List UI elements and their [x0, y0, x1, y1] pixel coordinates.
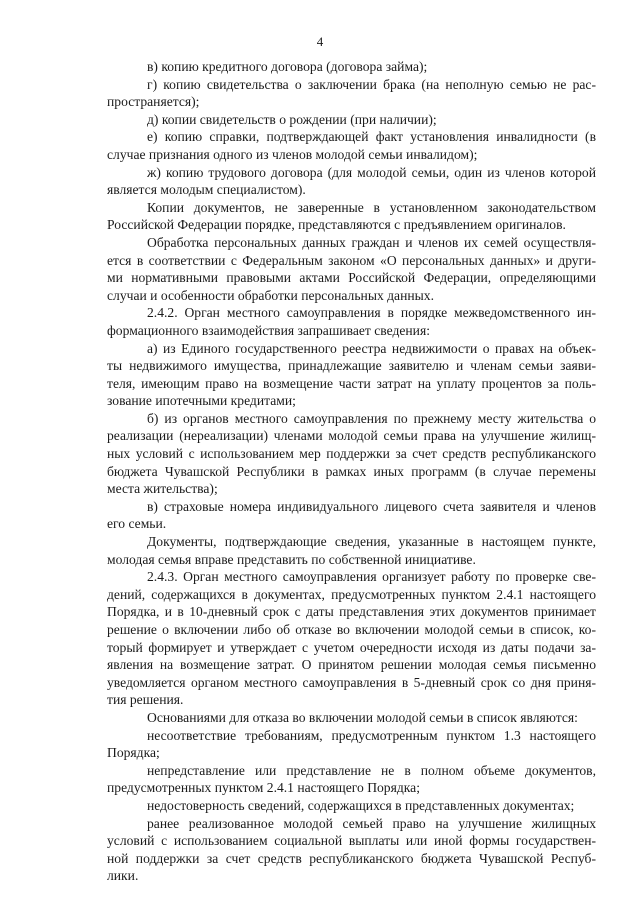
text-line: в) страховые номера индивидуального лицевого счета заявителя и членов — [147, 498, 596, 514]
text-line: случае признания одного из членов молодой семьи инвалидом); — [107, 146, 478, 162]
text-line: Обработка персональных данных граждан и членов их семей осуществля- — [147, 234, 596, 250]
text-line: реализации (нереализации) членами молодой семьи права на улучшение жилищ- — [107, 428, 596, 444]
text-line: случаи и особенности обработки персональных данных. — [107, 287, 434, 303]
text-line: ми нормативными правовыми актами Российской Федерации, определяющими — [107, 270, 596, 286]
text-line: тия решения. — [107, 692, 184, 708]
document-body — [107, 58, 596, 885]
text-line: д) копии свидетельств о рождении (при наличии); — [147, 111, 437, 127]
text-line: его семьи. — [107, 516, 167, 532]
text-line: бюджета Чувашской Республики в рамках иных программ (в случае перемены — [107, 463, 596, 479]
text-line: г) копию свидетельства о заключении брака (на неполную семью не рас- — [147, 76, 596, 92]
text-line: торый формирует и утверждает с учетом очередности исходя из даты подачи за- — [107, 639, 596, 655]
text-line: условий с использованием социальной выплаты или иной формы государствен- — [107, 833, 596, 849]
text-line: дений, содержащихся в документах, предусмотренных пунктом 2.4.1 настоящего — [107, 586, 596, 602]
text-line: уведомляется органом местного самоуправления в 5-дневный срок со дня приня- — [107, 674, 596, 690]
text-line: Основаниями для отказа во включении молодой семьи в список являются: — [147, 709, 578, 725]
text-line: ных условий с использованием мер поддержки за счет средств республиканского — [107, 446, 596, 462]
text-line: Российской Федерации порядке, представляются с предъявлением оригиналов. — [107, 217, 566, 233]
text-line: е) копию справки, подтверждающей факт установления инвалидности (в — [147, 129, 596, 145]
text-line: явления на возмещение затрат. О принятом решении молодая семья письменно — [107, 657, 596, 673]
page-number: 4 — [316, 34, 324, 49]
text-line: ется в соответствии с Федеральным законом «О персональных данных» и други- — [107, 252, 596, 268]
text-line: б) из органов местного самоуправления по прежнему месту жительства о — [147, 410, 596, 426]
text-line: решение о включении либо об отказе во включении молодой семьи в список, ко- — [107, 622, 596, 637]
text-line: Копии документов, не заверенные в установленном законодательством — [147, 199, 596, 215]
text-line: лики. — [107, 868, 139, 884]
text-line: ж) копию трудового договора (для молодой семьи, один из членов которой — [147, 164, 596, 180]
text-line: 2.4.3. Орган местного самоуправления организует работу по проверке све- — [147, 569, 596, 585]
text-line: ранее реализованное молодой семьей право на улучшение жилищных — [147, 815, 596, 831]
text-line: зование ипотечными кредитами; — [107, 393, 296, 409]
text-line: формационного взаимодействия запрашивает сведения: — [107, 322, 430, 338]
text-line: а) из Единого государственного реестра недвижимости о правах на объек- — [147, 340, 596, 356]
text-line: ты недвижимого имущества, принадлежащие заявителю и членам семьи заяви- — [107, 358, 596, 374]
text-line: является молодым специалистом). — [107, 182, 306, 198]
text-line: места жительства); — [107, 481, 218, 497]
text-line: Порядка; — [107, 745, 160, 761]
text-line: молодая семья вправе представить по собственной инициативе. — [107, 551, 476, 567]
text-line: недостоверность сведений, содержащихся в представленных документах; — [147, 797, 575, 813]
text-line: Порядка, и в 10-дневный срок с даты представления этих документов принимает — [107, 604, 596, 620]
text-line: предусмотренных пунктом 2.4.1 настоящего Порядка; — [107, 780, 420, 796]
text-line: теля, имеющим право на возмещение части затрат на уплату процентов за поль- — [107, 375, 596, 391]
text-line: 2.4.2. Орган местного самоуправления в порядке межведомственного ин- — [147, 305, 596, 321]
text-line: непредставление или представление не в полном объеме документов, — [147, 762, 596, 778]
text-line: несоответствие требованиям, предусмотренным пунктом 1.3 настоящего — [147, 727, 596, 743]
text-line: пространяется); — [107, 94, 200, 110]
text-line: в) копию кредитного договора (договора займа); — [147, 59, 428, 74]
text-line: Документы, подтверждающие сведения, указанные в настоящем пункте, — [147, 534, 596, 550]
text-line: ной поддержки за счет средств республиканского бюджета Чувашской Респуб- — [107, 850, 596, 866]
